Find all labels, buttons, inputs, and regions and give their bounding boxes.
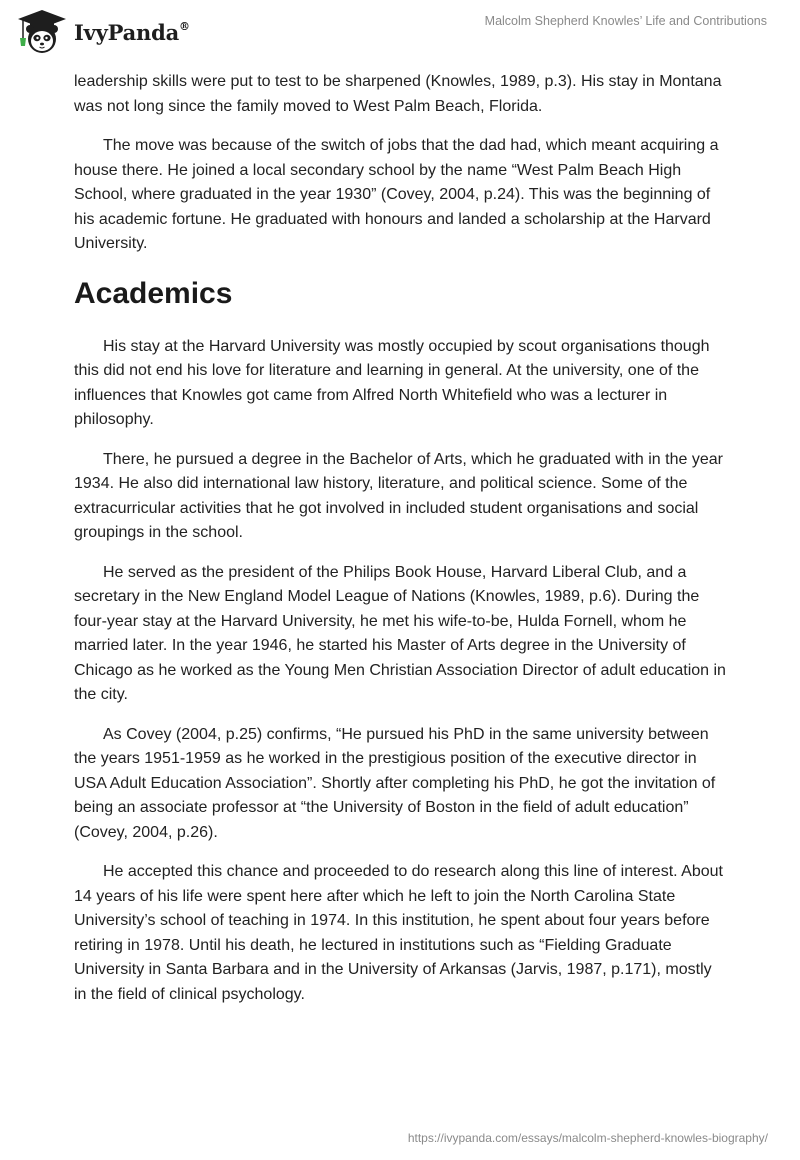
- paragraph: He accepted this chance and proceeded to do research along this line of interest. About 14 years of his life were spent here after which he left to join the North Carolina State University’s school of teaching in 1974. In this institution, he spent about four years before retiring in 1978. Until his death, he lectured in institutions such as “Fielding Graduate University in Santa Barbara and in the University of Arkansas (Jarvis, 1987, p.171), mostly in the field of clinical psychology.: [74, 863, 723, 1003]
- panda-graduate-icon: [14, 8, 70, 56]
- logo-text: IvyPanda®: [74, 19, 190, 45]
- paragraph: leadership skills were put to test to be sharpened (Knowles, 1989, p.3). His stay in Montana was not long since the family moved to West Palm Beach, Florida.: [74, 73, 722, 115]
- paragraph: He served as the president of the Philips Book House, Harvard Liberal Club, and a secretary in the New England Model League of Nations (Knowles, 1989, p.6). During the four-year stay at the Harvard University, he met his wife-to-be, Hulda Fornell, whom he married later. In the year 1946, he started his Master of Arts degree in the University of Chicago as he worked as the Young Men Christian Association Director of adult education in the city.: [74, 563, 726, 703]
- paragraph: His stay at the Harvard University was mostly occupied by scout organisations though this did not end his love for literature and learning in general. At the university, one of the influences that Knowles got came from Alfred North Whitefield who was a lecturer in philosophy.: [74, 337, 710, 428]
- paragraph: As Covey (2004, p.25) confirms, “He pursued his PhD in the same university between the years 1951-1959 as he worked in the prestigious position of the executive director in USA Adult Education Association”. Shortly after completing his PhD, he got the invitation of being an associate professor at “the University of Boston in the field of adult education” (Covey, 2004, p.26).: [74, 725, 716, 841]
- paragraph: The move was because of the switch of jobs that the dad had, which meant acquiring a house there. He joined a local secondary school by the name “West Palm Beach High School, where graduated in the year 1930” (Covey, 2004, p.24). This was the beginning of his academic fortune. He graduated with honours and landed a scholarship at the Harvard University.: [74, 137, 719, 252]
- ivypanda-logo[interactable]: [14, 8, 190, 56]
- page-header: [0, 0, 800, 70]
- registered-mark: ®: [179, 19, 190, 33]
- essay-content: [74, 70, 728, 1022]
- section-heading: Academics: [74, 276, 233, 310]
- document-title: Malcolm Shepherd Knowles’ Life and Contributions: [484, 14, 767, 28]
- source-url-link[interactable]: https://ivypanda.com/essays/malcolm-shepherd-knowles-biography/: [407, 1131, 768, 1145]
- paragraph: There, he pursued a degree in the Bachelor of Arts, which he graduated with in the year 1934. He also did international law history, literature, and political science. Some of the extracurricular activities that he got involved in included student organisations and social groupings in the school.: [74, 450, 723, 541]
